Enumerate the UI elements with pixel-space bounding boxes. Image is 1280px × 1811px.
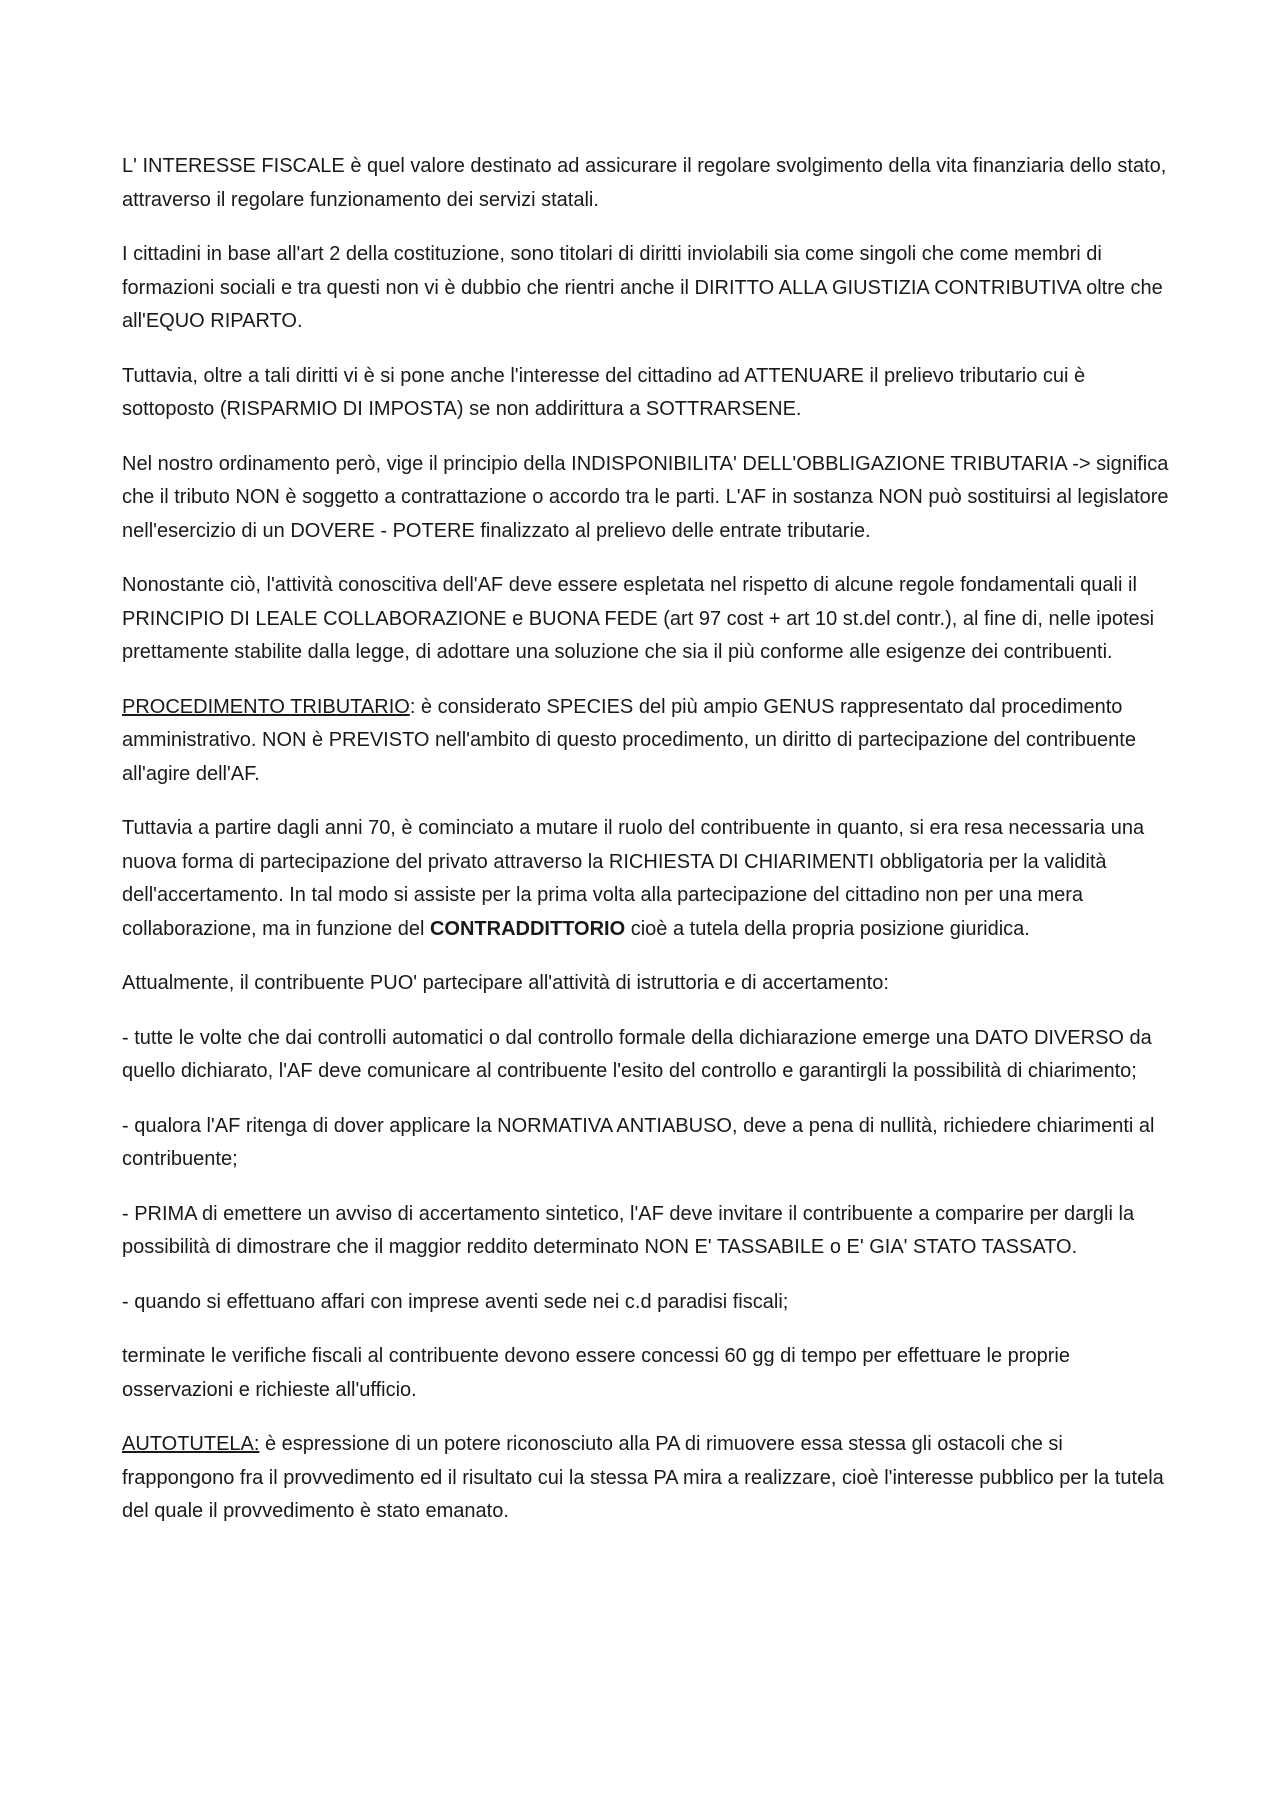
paragraph-risparmio-imposta: Tuttavia, oltre a tali diritti vi è si pone anche l'interesse del cittadino ad ATTENUARE il prelievo tributario cui è sottoposto (RISPARMIO DI IMPOSTA) se non addirittura a SOTTRARSENE. [122,364,1086,420]
paragraph-procedimento-tributario [122,691,1172,792]
paragraph-verifiche-fiscali: terminate le verifiche fiscali al contribuente devono essere concessi 60 gg di tempo per effettuare le proprie osservazioni e richieste all'ufficio. [122,1345,1070,1401]
list-item-paradisi-fiscali: - quando si effettuano affari con imprese aventi sede nei c.d paradisi fiscali; [122,1290,789,1313]
text-contraddittorio-after: cioè a tutela della propria posizione giuridica. [625,917,1030,940]
paragraph-indisponibilita: Nel nostro ordinamento però, vige il principio della INDISPONIBILITA' DELL'OBBLIGAZIONE TRIBUTARIA -> significa che il tributo NON è soggetto a contrattazione o accordo tra le parti. L'AF in sostanza NON può sostituirsi al legislatore nell'esercizio di un DOVERE - POTERE finalizzato al prelievo delle entrate tributarie. [122,452,1169,542]
paragraph-leale-collaborazione: Nonostante ciò, l'attività conoscitiva dell'AF deve essere espletata nel rispetto di alcune regole fondamentali quali il PRINCIPIO DI LEALE COLLABORAZIONE e BUONA FEDE (art 97 cost + art 10 st.del contr.), al fine di, nelle ipotesi prettamente stabilite dalla legge, di adottare una soluzione che sia il più conforme alle esigenze dei contribuenti. [122,574,1155,663]
paragraph-attualmente: Attualmente, il contribuente PUO' partecipare all'attività di istruttoria e di accertamento: [122,972,889,994]
document-body [122,150,1172,1550]
text-contraddittorio-before: Tuttavia a partire dagli anni 70, è cominciato a mutare il ruolo del contribuente in quanto, si era resa necessaria una nuova forma di partecipazione del privato attraverso la RICHIESTA DI CHIARIMENTI obbligatoria per la validità dell'accertamento. In tal modo si assiste per la prima volta alla partecipazione del cittadino non per una mera collaborazione, ma in funzione del [122,817,1145,940]
paragraph-autotutela [122,1428,1172,1529]
list-item-normativa-antiabuso: - qualora l'AF ritenga di dover applicare la NORMATIVA ANTIABUSO, deve a pena di nullità, richiedere chiarimenti al contribuente; [122,1114,1155,1170]
list-item-accertamento-sintetico: - PRIMA di emettere un avviso di accertamento sintetico, l'AF deve invitare il contribuente a comparire per dargli la possibilità di dimostrare che il maggior reddito determinato NON E' TASSABILE o E' GIA' STATO TASSATO. [122,1202,1135,1258]
heading-autotutela: AUTOTUTELA: [122,1433,260,1455]
paragraph-contraddittorio [122,812,1172,946]
paragraph-interesse-fiscale: L' INTERESSE FISCALE è quel valore destinato ad assicurare il regolare svolgimento della vita finanziaria dello stato, attraverso il regolare funzionamento dei servizi statali. [122,155,1167,211]
paragraph-diritti-inviolabili: I cittadini in base all'art 2 della costituzione, sono titolari di diritti inviolabili sia come singoli che come membri di formazioni sociali e tra questi non vi è dubbio che rientri anche il DIRITTO ALLA GIUSTIZIA CONTRIBUTIVA oltre che all'EQUO RIPARTO. [122,243,1163,332]
list-item-controlli-automatici: - tutte le volte che dai controlli automatici o dal controllo formale della dichiarazione emerge una DATO DIVERSO da quello dichiarato, l'AF deve comunicare al contribuente l'esito del controllo e garantirgli la possibilità di chiarimento; [122,1026,1152,1082]
text-autotutela: è espressione di un potere riconosciuto alla PA di rimuovere essa stessa gli ostacoli che si frappongono fra il provvedimento ed il risultato cui la stessa PA mira a realizzare, cioè l'interesse pubblico per la tutela del quale il provvedimento è stato emanato. [122,1433,1164,1522]
bold-contraddittorio: CONTRADDITTORIO [429,917,626,940]
text-procedimento-tributario: : è considerato SPECIES del più ampio GENUS rappresentato dal procedimento amministrativo. NON è PREVISTO nell'ambito di questo procedimento, un diritto di partecipazione del contribuente all'agire dell'AF. [122,695,1136,785]
heading-procedimento-tributario: PROCEDIMENTO TRIBUTARIO [122,695,410,718]
